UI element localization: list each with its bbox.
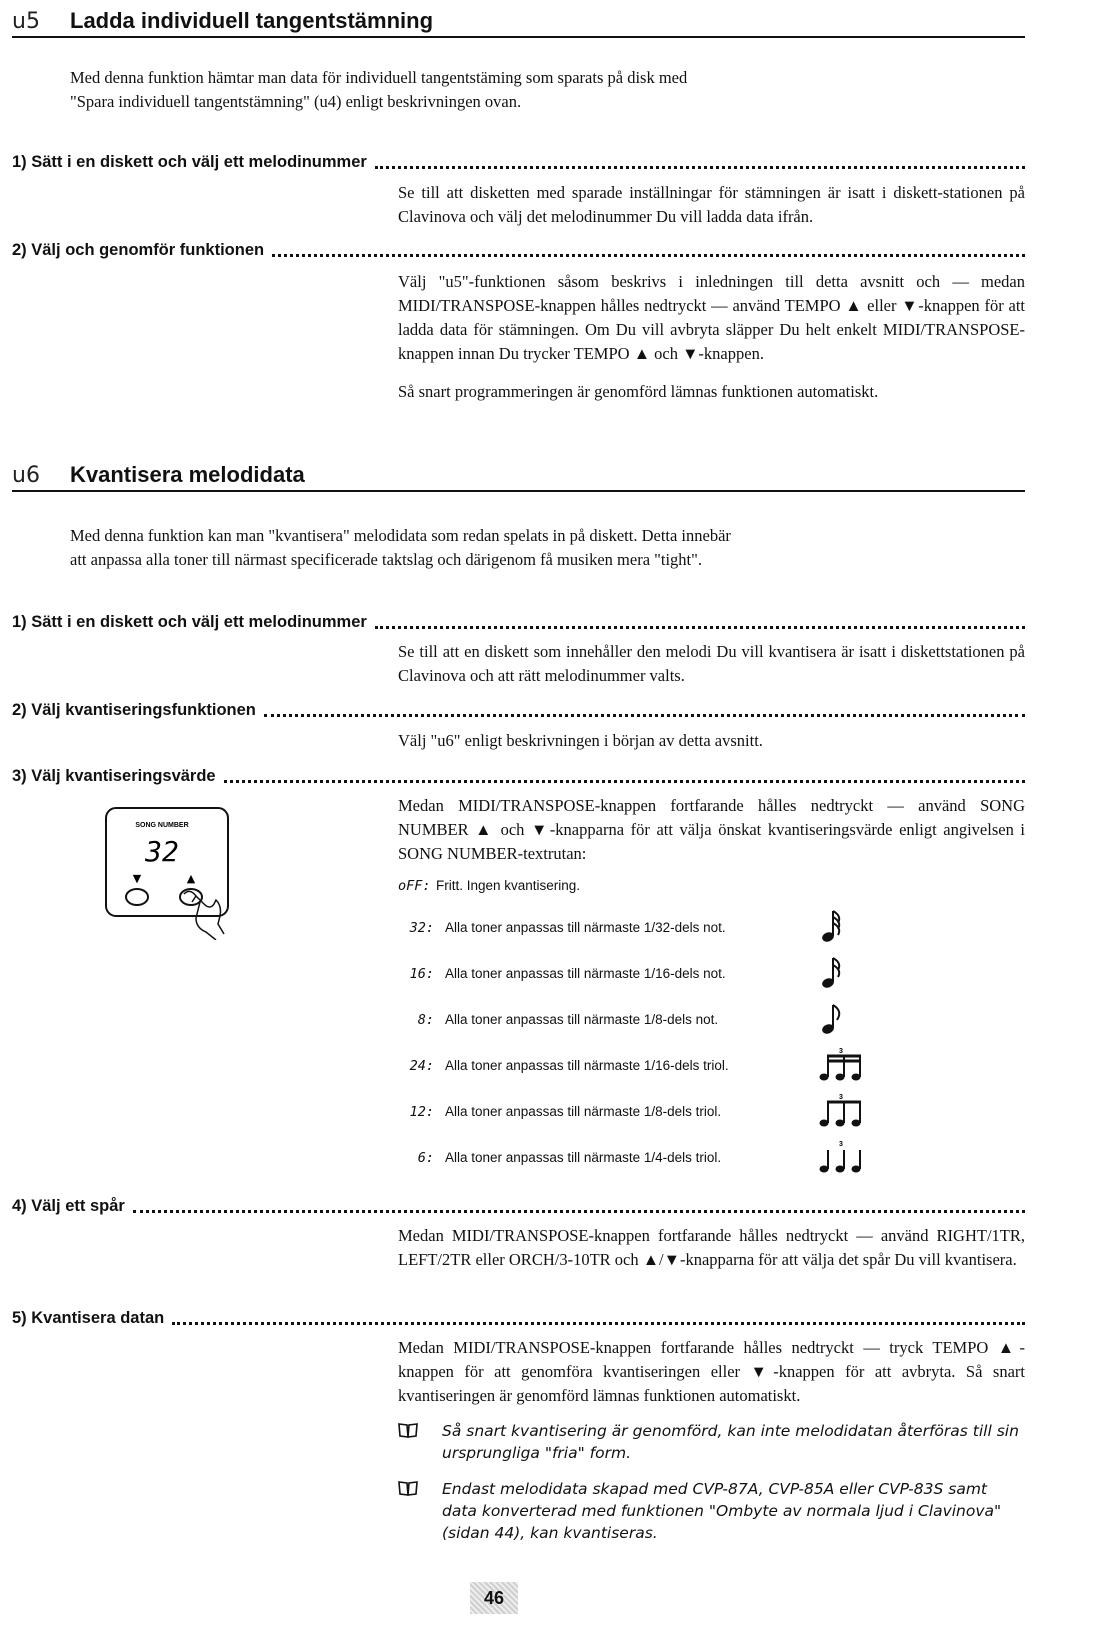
option-key: 8: — [417, 1012, 434, 1028]
step-paragraph: Välj "u5"-funktionen såsom beskrivs i inledningen till detta avsnitt och — medan MIDI/TRANSPOSE-knappen hålles nedtryckt — använd TEMPO ▲ eller ▼-knappen för att ladda data för stämningen. Om Du vill avbryta släpper Du helt enkelt MIDI/TRANSPOSE-knappen innan Du trycker TEMPO ▲ och ▼-knappen. — [398, 272, 1025, 363]
option-desc: Alla toner anpassas till närmaste 1/8-dels not. — [445, 1012, 719, 1027]
section-intro — [70, 66, 950, 114]
leader-dots — [264, 714, 1025, 717]
option-key: 32: — [409, 920, 434, 936]
leader-dots — [172, 1322, 1025, 1325]
section-header-u6 — [12, 460, 1025, 492]
step-heading: 5) Kvantisera datan — [12, 1308, 1025, 1328]
up-arrow-icon: ▲ — [186, 872, 196, 885]
step-paragraph: Medan MIDI/TRANSPOSE-knappen fortfarande hålles nedtryckt — använd SONG NUMBER ▲ och ▼-knapparna för att välja önskat kvantiseringsvärde enligt angivelsen i SONG NUMBER-textrutan: — [398, 796, 1025, 863]
leader-dots — [375, 626, 1025, 629]
option-row — [398, 1012, 878, 1036]
step-heading: 3) Välj kvantiseringsvärde — [12, 766, 1025, 786]
song-number-panel-drawing — [100, 800, 240, 940]
section-title: Kvantisera melodidata — [70, 462, 305, 487]
option-row — [398, 1094, 878, 1128]
option-key: oFF: — [398, 878, 431, 894]
triplet-mark: 3 — [839, 1094, 843, 1101]
page-number: 46 — [470, 1582, 518, 1614]
eighth-note-icon — [816, 1000, 866, 1036]
intro-line: Med denna funktion hämtar man data för individuell tangentstäming som sparats på disk med — [70, 68, 688, 87]
step-heading: 1) Sätt i en diskett och välj ett melodinummer — [12, 612, 1025, 632]
step-body — [398, 794, 1025, 876]
intro-line: "Spara individuell tangentstämning" (u4) enligt beskrivningen ovan. — [70, 92, 522, 111]
step-paragraph: Medan MIDI/TRANSPOSE-knappen fortfarande hålles nedtryckt — tryck TEMPO ▲-knappen för att genomföra kvantiseringen eller ▼-knappen för att avbryta. Så snart kvantiseringen är genomförd lämnas funktionen automatiskt. — [398, 1338, 1025, 1405]
book-icon — [398, 1422, 418, 1438]
option-desc: Alla toner anpassas till närmaste 1/4-dels triol. — [445, 1150, 722, 1165]
option-key: 6: — [417, 1150, 434, 1166]
leader-dots — [375, 166, 1025, 169]
option-row — [398, 1141, 878, 1174]
song-number-panel — [100, 800, 240, 940]
song-number-label: SONG NUMBER — [135, 822, 189, 829]
option-key: 16: — [409, 966, 434, 982]
down-arrow-icon: ▼ — [132, 872, 142, 885]
option-key: 12: — [409, 1104, 434, 1120]
step-heading: 1) Sätt i en diskett och välj ett melodinummer — [12, 152, 1025, 172]
thirty-second-note-icon — [816, 908, 866, 944]
section-intro — [70, 524, 950, 572]
section-code: u5 — [12, 9, 40, 34]
step-paragraph: Se till att disketten med sparade inställningar för stämningen är isatt i diskett-stationen på Clavinova och välj det melodinummer Du vill ladda data ifrån. — [398, 183, 1025, 226]
step-heading: 2) Välj kvantiseringsfunktionen — [12, 700, 1025, 720]
triplet-mark: 3 — [839, 1048, 843, 1055]
step-body — [398, 1336, 1025, 1418]
step-body — [398, 1224, 1025, 1282]
step-body — [398, 270, 1025, 414]
section-title: Ladda individuell tangentstämning — [70, 8, 434, 33]
option-row — [398, 878, 878, 902]
step-body — [398, 181, 1025, 239]
step-body — [398, 729, 1025, 763]
option-desc: Alla toner anpassas till närmaste 1/16-dels not. — [445, 966, 726, 981]
option-row — [398, 1048, 878, 1082]
option-desc: Fritt. Ingen kvantisering. — [436, 878, 581, 893]
eighth-triplet-icon — [816, 1092, 866, 1128]
option-key: 24: — [409, 1058, 434, 1074]
song-down-button — [126, 889, 148, 905]
intro-line: att anpassa alla toner till närmast specificerade taktslag och därigenom få musiken mera "tight". — [70, 550, 702, 569]
option-row — [398, 920, 878, 944]
option-desc: Alla toner anpassas till närmaste 1/16-dels triol. — [445, 1058, 729, 1073]
option-row — [398, 966, 878, 990]
quarter-triplet-icon — [816, 1138, 866, 1174]
step-heading: 4) Välj ett spår — [12, 1196, 1025, 1216]
step-paragraph: Medan MIDI/TRANSPOSE-knappen fortfarande hålles nedtryckt — använd RIGHT/1TR, LEFT/2TR eller ORCH/3-10TR och ▲/▼-knapparna för att välja det spår Du vill kvantisera. — [398, 1226, 1025, 1269]
section-header-u5 — [12, 6, 1025, 38]
step-paragraph: Se till att en diskett som innehåller den melodi Du vill kvantisera är isatt i diskettstationen på Clavinova och att rätt melodinummer valts. — [398, 642, 1025, 685]
sixteenth-note-icon — [816, 954, 866, 990]
song-number-display: 32 — [145, 835, 179, 868]
leader-dots — [224, 780, 1025, 783]
option-desc: Alla toner anpassas till närmaste 1/8-dels triol. — [445, 1104, 722, 1119]
note-text: Endast melodidata skapad med CVP-87A, CVP-85A eller CVP-83S samt data konverterad med funktionen "Ombyte av normala ljud i Clavinova" (sidan 44), kan kvantiseras. — [442, 1480, 1002, 1542]
intro-line: Med denna funktion kan man "kvantisera" melodidata som redan spelats in på diskett. Detta innebär — [70, 526, 731, 545]
book-icon — [398, 1480, 418, 1496]
note — [398, 1478, 1025, 1544]
note — [398, 1420, 1025, 1464]
triplet-mark: 3 — [839, 1141, 843, 1148]
leader-dots — [133, 1210, 1025, 1213]
sixteenth-triplet-icon — [816, 1046, 866, 1082]
option-desc: Alla toner anpassas till närmaste 1/32-dels not. — [445, 920, 726, 935]
note-text: Så snart kvantisering är genomförd, kan inte melodidatan återföras till sin ursprungliga "fria" form. — [442, 1422, 1019, 1462]
section-code: u6 — [12, 463, 40, 488]
leader-dots — [272, 254, 1025, 257]
step-body — [398, 640, 1025, 698]
step-paragraph: Välj "u6" enligt beskrivningen i början av detta avsnitt. — [398, 731, 763, 750]
step-heading: 2) Välj och genomför funktionen — [12, 240, 1025, 260]
step-paragraph: Så snart programmeringen är genomförd lämnas funktionen automatiskt. — [398, 382, 879, 401]
